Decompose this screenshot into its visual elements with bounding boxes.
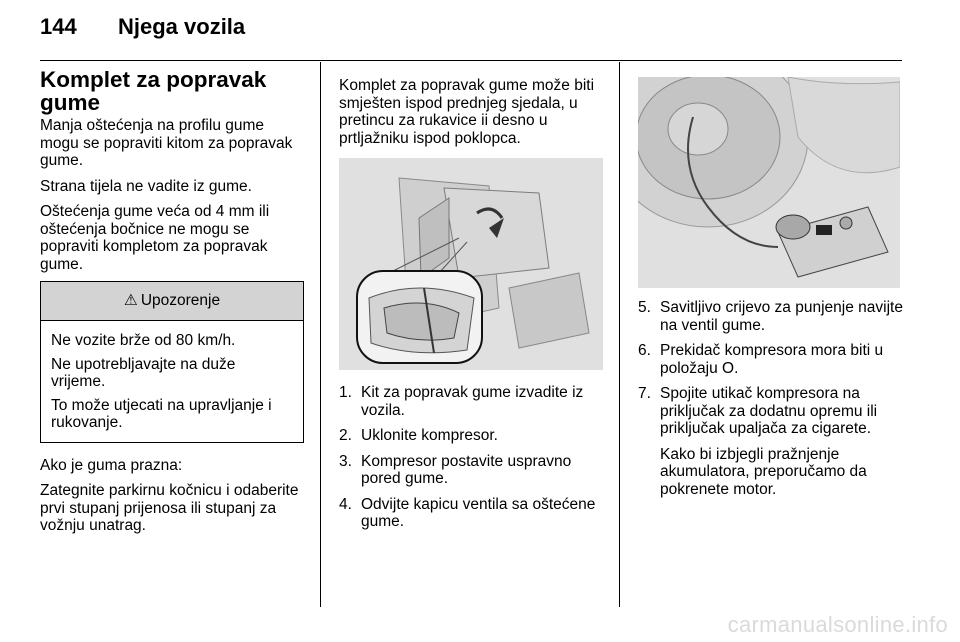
- steps-list-1: [339, 384, 604, 539]
- column-2: [339, 77, 604, 155]
- storage-location-drawing: [339, 158, 603, 370]
- warning-box: [40, 281, 304, 443]
- list-item: 1. Kit za popravak gume izvadite iz vozila.: [339, 384, 584, 419]
- list-item: 3. Kompresor postavite uspravno pored gume.: [339, 452, 572, 487]
- warning-line: To može utjecati na upravljanje i rukovanje.: [51, 396, 272, 431]
- compressor-illustration: [638, 77, 900, 288]
- storage-location-illustration: [339, 158, 603, 370]
- column-divider-1: [320, 62, 321, 607]
- paragraph: Zategnite parkirnu kočnicu i odaberite prvi stupanj prijenosa ili stupanj za vožnju unatrag.: [40, 482, 299, 534]
- column-divider-2: [619, 62, 620, 607]
- warning-icon: ⚠: [123, 292, 138, 310]
- header-divider: [40, 60, 902, 61]
- warning-line: Ne vozite brže od 80 km/h.: [51, 332, 236, 349]
- compressor-drawing: [638, 77, 900, 288]
- chapter-title: Njega vozila: [118, 14, 246, 39]
- warning-header: [41, 282, 303, 321]
- step-note: Kako bi izbjegli pražnjenje akumulatora, preporučamo da pokrenete motor.: [660, 445, 867, 498]
- paragraph: Oštećenja gume veća od 4 mm ili oštećenja bočnice ne mogu se popraviti kompletom za popravak gume.: [40, 203, 270, 273]
- warning-body: [41, 321, 303, 442]
- list-item: 2. Uklonite kompresor.: [339, 427, 498, 444]
- list-item: 5. Savitljivo crijevo za punjenje navijte na ventil gume.: [638, 299, 903, 334]
- section-title: Komplet za popravak gume: [40, 67, 267, 115]
- watermark: carmanualsonline.info: [727, 612, 948, 637]
- paragraph: Strana tijela ne vadite iz gume.: [40, 177, 252, 195]
- list-item: 4. Odvijte kapicu ventila sa oštećene gume.: [339, 495, 596, 530]
- warning-title: Upozorenje: [140, 292, 221, 310]
- column-1: [40, 68, 305, 543]
- paragraph: Ako je guma prazna:: [40, 456, 183, 474]
- steps-list-2: [638, 299, 903, 498]
- page-header: [40, 14, 245, 40]
- paragraph: Manja oštećenja na profilu gume mogu se popraviti kitom za popravak gume.: [40, 117, 293, 169]
- intro-paragraph: Komplet za popravak gume može biti smješten ispod prednjeg sjedala, u pretincu za rukavice ii desno u prtljažniku ispod poklopca.: [339, 77, 595, 147]
- column-3: [638, 299, 903, 506]
- warning-line: Ne upotrebljavajte na duže vrijeme.: [51, 355, 236, 390]
- list-item: 7. Spojite utikač kompresora na priključak za dodatnu opremu ili priključak upaljača za cigarete. Kako bi izbjegli pražnjenje akumulatora, preporučamo da pokrenete motor.: [638, 385, 903, 498]
- list-item: 6. Prekidač kompresora mora biti u položaju O.: [638, 342, 884, 377]
- page-number: 144: [40, 14, 77, 39]
